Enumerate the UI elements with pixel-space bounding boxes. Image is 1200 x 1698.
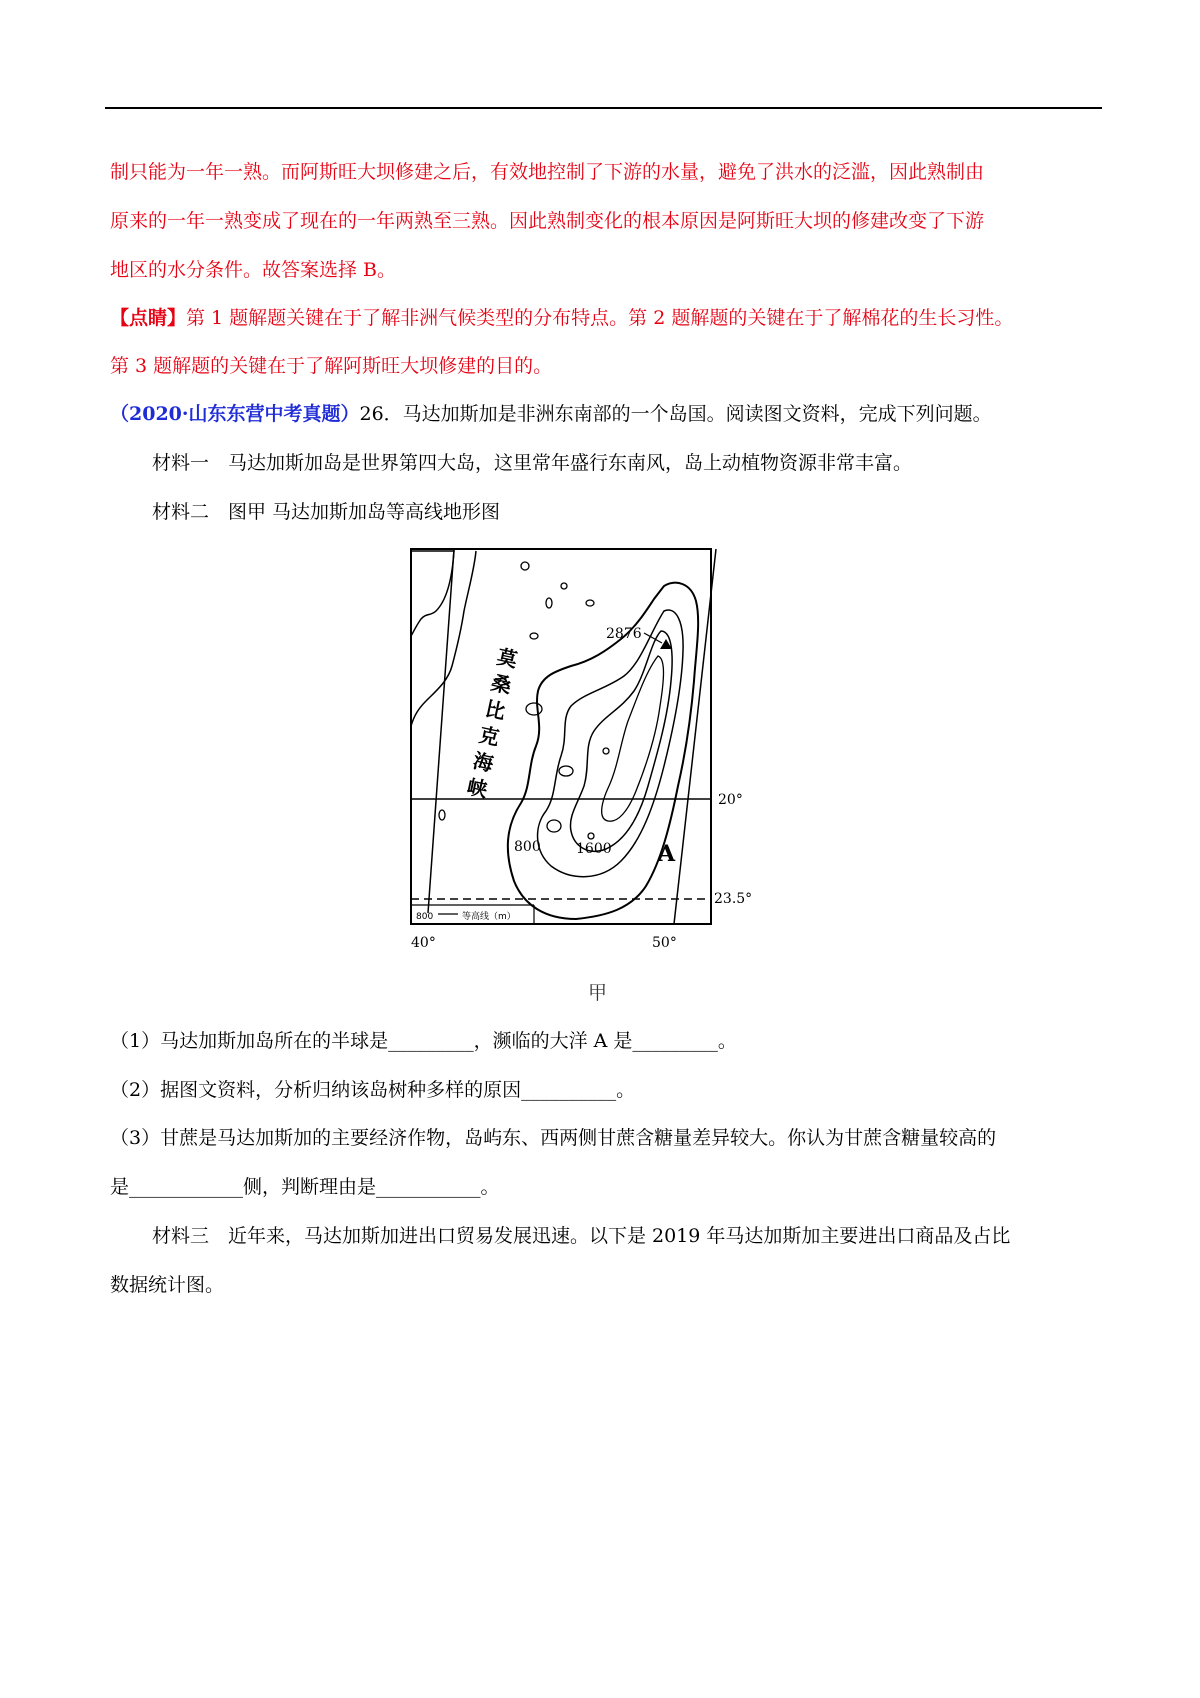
- tip-bracket: 【点睛】: [110, 307, 187, 329]
- island-1: [521, 562, 529, 570]
- lat-20-label: 20°: [718, 792, 743, 808]
- ocean-a-label: A: [658, 841, 676, 867]
- legend-text: 等高线（m）: [462, 912, 516, 922]
- lat-235-label: 23.5°: [714, 891, 753, 907]
- contour-island-south: [547, 820, 561, 832]
- material-1: 材料一 马达加斯加岛是世界第四大岛，这里常年盛行东南风，岛上动植物资源非常丰富。: [152, 452, 913, 474]
- africa-coast-north: [411, 551, 454, 636]
- material-3-line-2: 数据统计图。: [110, 1274, 225, 1296]
- answer-line-3: 地区的水分条件。故答案选择 B。: [110, 259, 397, 281]
- lon-40-label: 40°: [411, 935, 436, 951]
- question-3-line-2: 是____________侧，判断理由是___________。: [110, 1176, 500, 1198]
- material-2: 材料二 图甲 马达加斯加岛等高线地形图: [152, 501, 501, 523]
- contour-island-center: [559, 766, 573, 776]
- strait-char-2: 桑: [488, 670, 514, 699]
- lon-50-line: [674, 549, 716, 924]
- strait-char-3: 比: [482, 696, 508, 725]
- contour-dot-2: [588, 833, 594, 839]
- question-source: （2020·山东东营中考真题）: [110, 403, 360, 425]
- tip-line-1: [110, 303, 1013, 330]
- contour-inner: [602, 656, 664, 821]
- question-2: （2）据图文资料，分析归纳该岛树种多样的原因__________。: [110, 1079, 636, 1101]
- legend-value: 800: [416, 912, 434, 922]
- contour-dot-1: [603, 748, 609, 754]
- strait-label: [465, 644, 520, 802]
- question-3-line-1: （3）甘蔗是马达加斯加的主要经济作物，岛屿东、西两侧甘蔗含糖量差异较大。你认为甘蔗含糖量较高的: [110, 1127, 997, 1149]
- strait-char-5: 海: [470, 748, 496, 777]
- peak-pointer: [644, 633, 662, 643]
- tip-text-1: 第 1 题解题关键在于了解非洲气候类型的分布特点。第 2 题解题的关键在于了解棉花的生长习性。: [186, 307, 1014, 329]
- map-frame: [411, 549, 711, 924]
- map-caption: 甲: [588, 982, 608, 1004]
- question-header: [110, 399, 992, 426]
- material-3-line-1: 材料三 近年来，马达加斯加进出口贸易发展迅速。以下是 2019 年马达加斯加主要进出口商品及占比: [152, 1225, 1011, 1247]
- contour-1600: [570, 631, 672, 851]
- island-2: [546, 598, 552, 608]
- madagascar-contour-map: [406, 541, 760, 959]
- contour-1600-label: 1600: [576, 841, 612, 857]
- question-intro: 26．马达加斯加是非洲东南部的一个岛国。阅读图文资料，完成下列问题。: [359, 403, 992, 425]
- island-6: [439, 810, 445, 820]
- strait-char-4: 克: [476, 722, 502, 751]
- contour-800-label: 800: [514, 839, 541, 855]
- peak-label: 2876: [606, 626, 642, 642]
- island-4: [530, 633, 538, 639]
- lon-50-label: 50°: [652, 935, 677, 951]
- tip-line-2: 第 3 题解题的关键在于了解阿斯旺大坝修建的目的。: [110, 355, 553, 377]
- question-1: （1）马达加斯加岛所在的半球是_________，濒临的大洋 A 是_________。: [110, 1030, 737, 1052]
- header-rule: [105, 107, 1102, 109]
- strait-char-1: 莫: [494, 644, 520, 673]
- island-3: [561, 583, 567, 589]
- answer-line-1: 制只能为一年一熟。而阿斯旺大坝修建之后，有效地控制了下游的水量，避免了洪水的泛滥，因此熟制由: [110, 161, 985, 183]
- answer-line-2: 原来的一年一熟变成了现在的一年两熟至三熟。因此熟制变化的根本原因是阿斯旺大坝的修建改变了下游: [110, 210, 985, 232]
- island-5: [586, 600, 594, 606]
- contour-island-west: [526, 703, 542, 715]
- contour-800: [538, 610, 684, 877]
- strait-char-6: 峡: [464, 774, 490, 803]
